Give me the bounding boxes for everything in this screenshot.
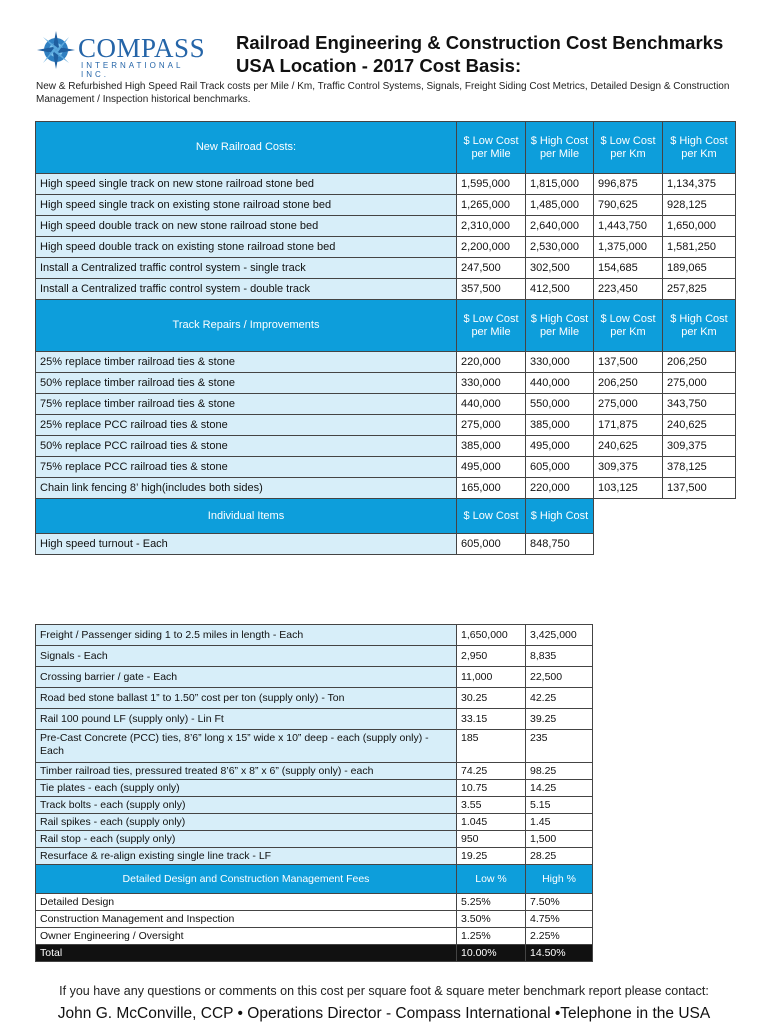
table-row-cell-1: 1,595,000 bbox=[457, 174, 526, 195]
table-row-cell-1: 2,950 bbox=[457, 646, 526, 667]
fees-header-cell-1: Low % bbox=[457, 865, 526, 894]
table-row-cell-0: Timber railroad ties, pressured treated 8’6” x 8” x 6” (supply only) - each bbox=[36, 763, 457, 780]
table-row-cell-1: 74.25 bbox=[457, 763, 526, 780]
table-row-cell-0: 50% replace PCC railroad ties & stone bbox=[36, 436, 457, 457]
table-row bbox=[36, 457, 736, 478]
table-row-cell-0: Chain link fencing 8’ high(includes both sides) bbox=[36, 478, 457, 499]
table-row-cell-3: 154,685 bbox=[594, 258, 663, 279]
contact-note: If you have any questions or comments on this cost per square foot & square meter benchmark report please contact: bbox=[59, 984, 709, 998]
fee-row bbox=[36, 911, 593, 928]
individual-items-header-cell-0: Individual Items bbox=[36, 499, 457, 534]
track-repairs-header-cell-1: $ Low Cost per Mile bbox=[457, 300, 526, 352]
table-row-cell-1: 220,000 bbox=[457, 352, 526, 373]
table-row bbox=[36, 646, 593, 667]
table-row-cell-0: Install a Centralized traffic control system - double track bbox=[36, 279, 457, 300]
table-row-cell-2: 220,000 bbox=[526, 478, 594, 499]
table-row bbox=[36, 688, 593, 709]
table-row-cell-0: Install a Centralized traffic control system - single track bbox=[36, 258, 457, 279]
table-row-cell-0: Tie plates - each (supply only) bbox=[36, 780, 457, 797]
table-row bbox=[36, 848, 593, 865]
new-railroad-header-cell-2: $ High Cost per Mile bbox=[526, 122, 594, 174]
table-row-cell-2: 22,500 bbox=[526, 667, 593, 688]
fee-row-cell-0: Construction Management and Inspection bbox=[36, 911, 457, 928]
table-row-cell-2: 330,000 bbox=[526, 352, 594, 373]
total-row-cell-0: Total bbox=[36, 945, 457, 962]
track-repairs-header bbox=[36, 300, 736, 352]
table-row-cell-4: 1,134,375 bbox=[663, 174, 736, 195]
table-row-cell-4: 275,000 bbox=[663, 373, 736, 394]
total-row-cell-2: 14.50% bbox=[526, 945, 593, 962]
table-row-cell-3: 1,375,000 bbox=[594, 237, 663, 258]
fee-row-cell-0: Detailed Design bbox=[36, 894, 457, 911]
table-row bbox=[36, 195, 736, 216]
table-row-cell-1: 10.75 bbox=[457, 780, 526, 797]
table-row-cell-3: 137,500 bbox=[594, 352, 663, 373]
page-title: Railroad Engineering & Construction Cost Benchmarks bbox=[236, 32, 724, 53]
table-row-cell-2: 39.25 bbox=[526, 709, 593, 730]
items-fees-body bbox=[36, 625, 593, 962]
track-repairs-header-cell-0: Track Repairs / Improvements bbox=[36, 300, 457, 352]
table-row-cell-0: 25% replace PCC railroad ties & stone bbox=[36, 415, 457, 436]
new-railroad-header-cell-4: $ High Cost per Km bbox=[663, 122, 736, 174]
table-row-cell-1: 1,265,000 bbox=[457, 195, 526, 216]
table-row-cell-2: 440,000 bbox=[526, 373, 594, 394]
table-row bbox=[36, 730, 593, 763]
contact-line: John G. McConville, CCP • Operations Director - Compass International •Telephone in the USA bbox=[57, 1005, 711, 1022]
table-row bbox=[36, 831, 593, 848]
table-row-cell-0: Rail stop - each (supply only) bbox=[36, 831, 457, 848]
table-row-cell-1: 2,310,000 bbox=[457, 216, 526, 237]
fee-row-cell-2: 2.25% bbox=[526, 928, 593, 945]
fee-row-cell-0: Owner Engineering / Oversight bbox=[36, 928, 457, 945]
total-row bbox=[36, 945, 593, 962]
fee-row-cell-1: 5.25% bbox=[457, 894, 526, 911]
individual-items-header-cell-2: $ High Cost bbox=[526, 499, 594, 534]
track-repairs-header-cell-4: $ High Cost per Km bbox=[663, 300, 736, 352]
table-row-cell-1: 1.045 bbox=[457, 814, 526, 831]
fees-header bbox=[36, 865, 593, 894]
table-row-cell-0: Freight / Passenger siding 1 to 2.5 miles in length - Each bbox=[36, 625, 457, 646]
table-row-cell-2: 1.45 bbox=[526, 814, 593, 831]
table-row-cell-2: 1,500 bbox=[526, 831, 593, 848]
table-row bbox=[36, 709, 593, 730]
fee-row-cell-1: 1.25% bbox=[457, 928, 526, 945]
table-row-cell-0: Crossing barrier / gate - Each bbox=[36, 667, 457, 688]
table-row-cell-2: 8,835 bbox=[526, 646, 593, 667]
blank-cell bbox=[594, 534, 663, 555]
table-row-cell-2: 605,000 bbox=[526, 457, 594, 478]
table-row bbox=[36, 478, 736, 499]
table-row bbox=[36, 279, 736, 300]
table-row-cell-4: 189,065 bbox=[663, 258, 736, 279]
table-row-cell-0: Resurface & re-align existing single line track - LF bbox=[36, 848, 457, 865]
table-row-cell-1: 950 bbox=[457, 831, 526, 848]
table-row bbox=[36, 780, 593, 797]
table-row-cell-0: High speed single track on new stone railroad stone bed bbox=[36, 174, 457, 195]
table-row-cell-3: 206,250 bbox=[594, 373, 663, 394]
table-row-cell-0: Signals - Each bbox=[36, 646, 457, 667]
logo-subtext: INTERNATIONAL INC. bbox=[81, 61, 184, 79]
table-row-cell-1: 185 bbox=[457, 730, 526, 763]
table-row-cell-2: 1,815,000 bbox=[526, 174, 594, 195]
railroad-costs-table bbox=[35, 121, 736, 555]
table-row-cell-2: 412,500 bbox=[526, 279, 594, 300]
total-row-cell-1: 10.00% bbox=[457, 945, 526, 962]
fee-row bbox=[36, 928, 593, 945]
table-row bbox=[36, 763, 593, 780]
table-row-cell-1: 165,000 bbox=[457, 478, 526, 499]
table-row-cell-4: 1,581,250 bbox=[663, 237, 736, 258]
table-row bbox=[36, 216, 736, 237]
table-row-cell-1: 247,500 bbox=[457, 258, 526, 279]
blank-cell bbox=[594, 499, 663, 534]
table-row bbox=[36, 797, 593, 814]
items-fees-table bbox=[35, 624, 593, 962]
table-row-cell-2: 2,640,000 bbox=[526, 216, 594, 237]
page-subtitle: USA Location - 2017 Cost Basis: bbox=[236, 55, 522, 76]
table-row-cell-2: 302,500 bbox=[526, 258, 594, 279]
table-row-cell-0: 75% replace timber railroad ties & stone bbox=[36, 394, 457, 415]
table-row-cell-2: 14.25 bbox=[526, 780, 593, 797]
table-row-cell-0: Track bolts - each (supply only) bbox=[36, 797, 457, 814]
compass-star-icon bbox=[36, 30, 76, 70]
table-row-cell-4: 206,250 bbox=[663, 352, 736, 373]
table-row bbox=[36, 373, 736, 394]
table-row bbox=[36, 534, 736, 555]
table-row bbox=[36, 174, 736, 195]
table-row-cell-2: 28.25 bbox=[526, 848, 593, 865]
table-row-cell-1: 440,000 bbox=[457, 394, 526, 415]
fee-row-cell-2: 4.75% bbox=[526, 911, 593, 928]
table-row-cell-1: 330,000 bbox=[457, 373, 526, 394]
table-row-cell-3: 790,625 bbox=[594, 195, 663, 216]
table-row-cell-4: 309,375 bbox=[663, 436, 736, 457]
table-row bbox=[36, 258, 736, 279]
table-row-cell-3: 223,450 bbox=[594, 279, 663, 300]
table-row-cell-2: 495,000 bbox=[526, 436, 594, 457]
new-railroad-header-cell-1: $ Low Cost per Mile bbox=[457, 122, 526, 174]
table-row-cell-1: 605,000 bbox=[457, 534, 526, 555]
table-row-cell-3: 996,875 bbox=[594, 174, 663, 195]
table-row-cell-0: 25% replace timber railroad ties & stone bbox=[36, 352, 457, 373]
table-row-cell-2: 385,000 bbox=[526, 415, 594, 436]
table-row-cell-4: 137,500 bbox=[663, 478, 736, 499]
table-row-cell-2: 550,000 bbox=[526, 394, 594, 415]
table-row-cell-4: 928,125 bbox=[663, 195, 736, 216]
new-railroad-header-cell-0: New Railroad Costs: bbox=[36, 122, 457, 174]
table-row-cell-0: High speed double track on new stone railroad stone bed bbox=[36, 216, 457, 237]
table-row-cell-1: 2,200,000 bbox=[457, 237, 526, 258]
table-row-cell-4: 378,125 bbox=[663, 457, 736, 478]
individual-items-header bbox=[36, 499, 736, 534]
table-row-cell-0: High speed single track on existing stone railroad stone bed bbox=[36, 195, 457, 216]
fee-row-cell-1: 3.50% bbox=[457, 911, 526, 928]
table-row-cell-2: 3,425,000 bbox=[526, 625, 593, 646]
fees-header-cell-0: Detailed Design and Construction Management Fees bbox=[36, 865, 457, 894]
table-row-cell-1: 357,500 bbox=[457, 279, 526, 300]
fee-row-cell-2: 7.50% bbox=[526, 894, 593, 911]
table-row-cell-3: 1,443,750 bbox=[594, 216, 663, 237]
new-railroad-header-cell-3: $ Low Cost per Km bbox=[594, 122, 663, 174]
fee-row bbox=[36, 894, 593, 911]
table-row-cell-4: 240,625 bbox=[663, 415, 736, 436]
table-row-cell-1: 385,000 bbox=[457, 436, 526, 457]
table-row-cell-1: 30.25 bbox=[457, 688, 526, 709]
blank-cell bbox=[663, 534, 736, 555]
table-row-cell-4: 257,825 bbox=[663, 279, 736, 300]
table-row-cell-1: 495,000 bbox=[457, 457, 526, 478]
logo-wordmark: COMPASS bbox=[78, 33, 206, 63]
table-row bbox=[36, 625, 593, 646]
table-row-cell-1: 19.25 bbox=[457, 848, 526, 865]
table-row-cell-0: Rail spikes - each (supply only) bbox=[36, 814, 457, 831]
track-repairs-header-cell-2: $ High Cost per Mile bbox=[526, 300, 594, 352]
compass-logo bbox=[36, 30, 216, 79]
table-row bbox=[36, 415, 736, 436]
table-row-cell-1: 11,000 bbox=[457, 667, 526, 688]
table-row-cell-2: 2,530,000 bbox=[526, 237, 594, 258]
table-row-cell-3: 275,000 bbox=[594, 394, 663, 415]
fees-header-cell-2: High % bbox=[526, 865, 593, 894]
table-row bbox=[36, 237, 736, 258]
table-row-cell-0: Rail 100 pound LF (supply only) - Lin Ft bbox=[36, 709, 457, 730]
table-row bbox=[36, 436, 736, 457]
table-row-cell-0: High speed double track on existing stone railroad stone bed bbox=[36, 237, 457, 258]
table-row-cell-0: Pre-Cast Concrete (PCC) ties, 8’6” long x 15” wide x 10” deep - each (supply only) - Each bbox=[36, 730, 457, 763]
table-row bbox=[36, 352, 736, 373]
intro-text: New & Refurbished High Speed Rail Track costs per Mile / Km, Traffic Control Systems, Signals, Freight Siding Cost Metrics, Detailed Design & Construction Management / Inspection historical benchmarks. bbox=[36, 81, 730, 105]
table-row-cell-3: 171,875 bbox=[594, 415, 663, 436]
table-row-cell-0: 50% replace timber railroad ties & stone bbox=[36, 373, 457, 394]
table-row bbox=[36, 394, 736, 415]
table-row-cell-1: 1,650,000 bbox=[457, 625, 526, 646]
table-row-cell-0: Road bed stone ballast 1” to 1.50” cost per ton (supply only) - Ton bbox=[36, 688, 457, 709]
table-row bbox=[36, 667, 593, 688]
table-row-cell-2: 1,485,000 bbox=[526, 195, 594, 216]
new-railroad-header bbox=[36, 122, 736, 174]
table-row-cell-1: 3.55 bbox=[457, 797, 526, 814]
table-row-cell-2: 848,750 bbox=[526, 534, 594, 555]
table-row-cell-2: 5.15 bbox=[526, 797, 593, 814]
railroad-costs-body bbox=[36, 122, 736, 555]
table-row-cell-2: 235 bbox=[526, 730, 593, 763]
table-row-cell-3: 103,125 bbox=[594, 478, 663, 499]
table-row-cell-2: 42.25 bbox=[526, 688, 593, 709]
table-row-cell-4: 343,750 bbox=[663, 394, 736, 415]
table-row-cell-3: 309,375 bbox=[594, 457, 663, 478]
table-row-cell-4: 1,650,000 bbox=[663, 216, 736, 237]
table-row-cell-0: 75% replace PCC railroad ties & stone bbox=[36, 457, 457, 478]
table-row-cell-1: 33.15 bbox=[457, 709, 526, 730]
table-row-cell-2: 98.25 bbox=[526, 763, 593, 780]
track-repairs-header-cell-3: $ Low Cost per Km bbox=[594, 300, 663, 352]
table-row bbox=[36, 814, 593, 831]
individual-items-header-cell-1: $ Low Cost bbox=[457, 499, 526, 534]
blank-cell bbox=[663, 499, 736, 534]
table-row-cell-0: High speed turnout - Each bbox=[36, 534, 457, 555]
table-row-cell-3: 240,625 bbox=[594, 436, 663, 457]
table-row-cell-1: 275,000 bbox=[457, 415, 526, 436]
